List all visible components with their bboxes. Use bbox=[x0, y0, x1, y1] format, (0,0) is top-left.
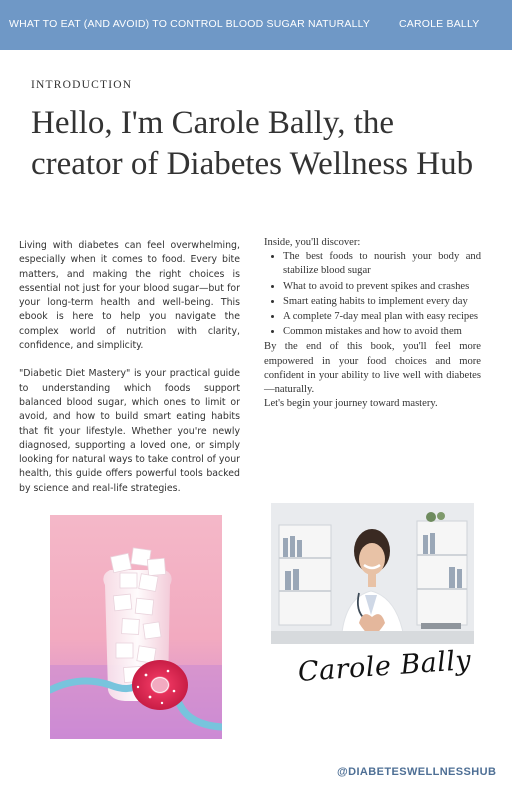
intro-paragraph-1: Living with diabetes can feel overwhelming, especially when it comes to food. Every bite matters, and making the right choices is essential not just for your blood sugar—but for your long-term health and well-being. This ebook is here to help you navigate the complex world of nutrition with clarity, confidence, and simplicity. bbox=[19, 240, 240, 352]
signature: Carole Bally bbox=[296, 644, 473, 688]
list-item: • A complete 7-day meal plan with easy recipes bbox=[283, 310, 481, 324]
header-title: WHAT TO EAT (AND AVOID) TO CONTROL BLOOD SUGAR NATURALLY bbox=[9, 18, 371, 30]
page-title: Hello, I'm Carole Bally, the creator of Diabetes Wellness Hub bbox=[31, 105, 474, 182]
sugar-photo bbox=[50, 515, 222, 739]
social-handle: @DIABETESWELLNESSHUB bbox=[337, 766, 497, 778]
intro-paragraph-2: "Diabetic Diet Mastery" is your practical guide to understanding which foods support balanced blood sugar, which ones to limit or avoid, and how to build smart eating habits that fit your lifestyle. Whether you're newly diagnosed, supporting a loved one, or simply looking for natural ways to take control of your health, this guide offers powerful tools backed by science and real-life strategies. bbox=[19, 368, 240, 494]
list-item: • Smart eating habits to implement every day bbox=[283, 295, 481, 309]
discover-list bbox=[264, 250, 481, 339]
list-item: • The best foods to nourish your body and stabilize blood sugar bbox=[283, 250, 481, 278]
left-column bbox=[19, 239, 240, 510]
closing-paragraph: By the end of this book, you'll feel more empowered in your food choices and more confident in your ability to live well with diabetes—naturally. bbox=[264, 341, 481, 396]
right-column bbox=[264, 236, 481, 411]
list-item: • Common mistakes and how to avoid them bbox=[283, 325, 481, 339]
discover-intro: Inside, you'll discover: bbox=[264, 237, 361, 248]
list-item: • What to avoid to prevent spikes and crashes bbox=[283, 280, 481, 294]
header-author: CAROLE BALLY bbox=[399, 18, 480, 30]
final-line: Let's begin your journey toward mastery. bbox=[264, 398, 438, 410]
section-label: INTRODUCTION bbox=[31, 79, 133, 91]
doctor-photo bbox=[271, 503, 474, 644]
header-bar bbox=[0, 0, 512, 50]
